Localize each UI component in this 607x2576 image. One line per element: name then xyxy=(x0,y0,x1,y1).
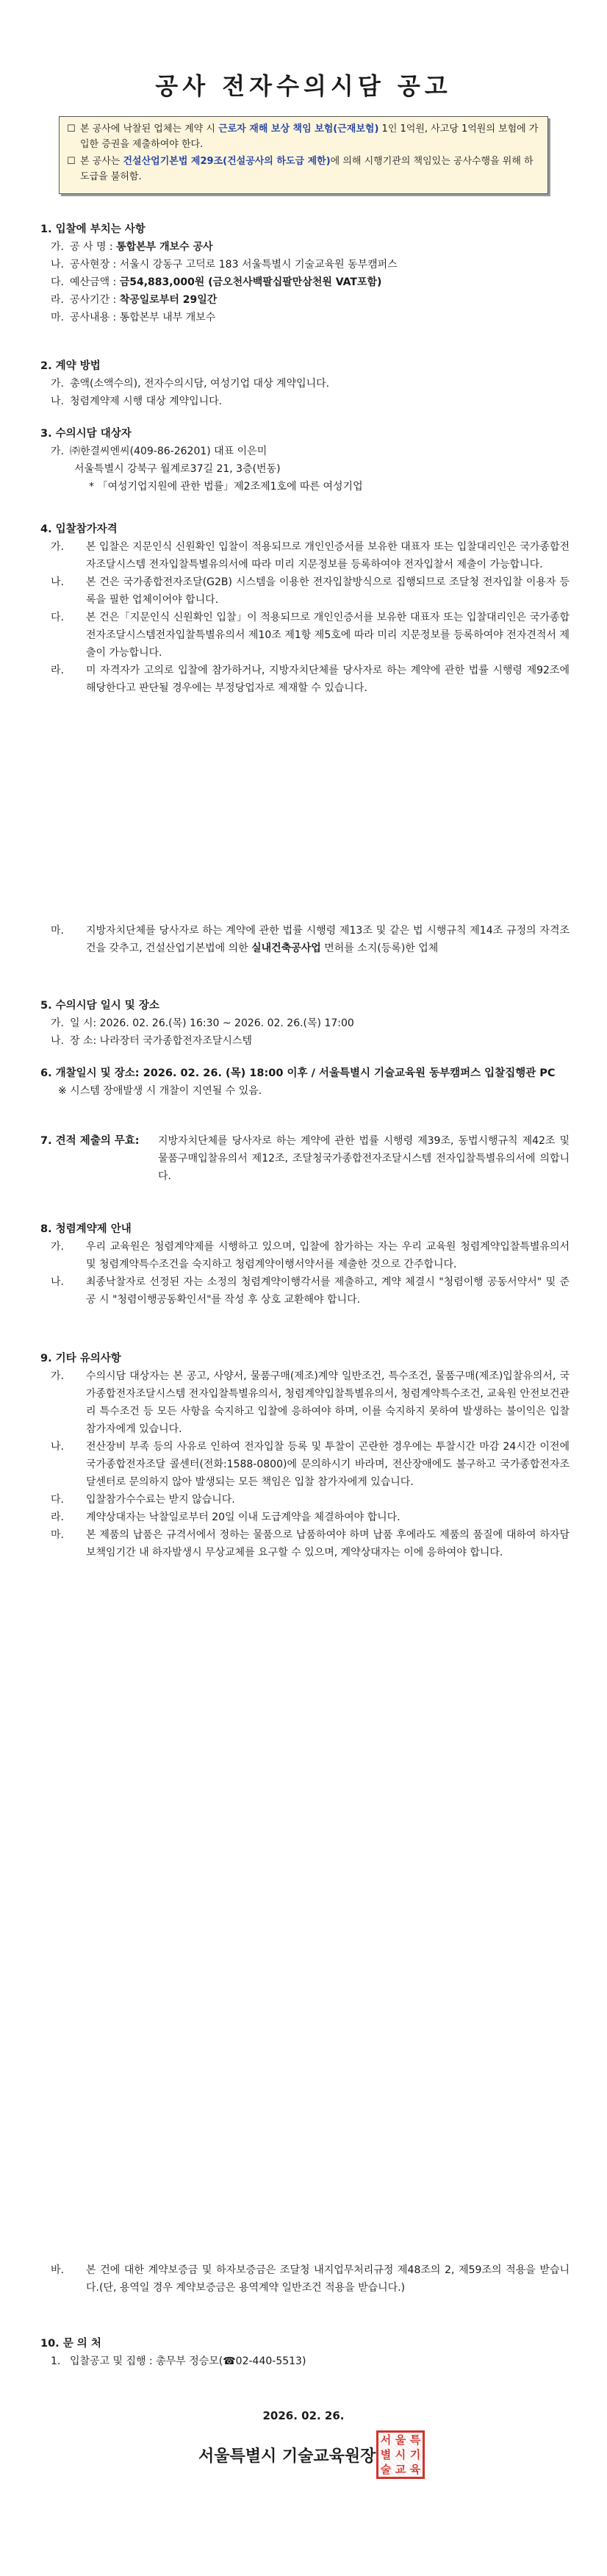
list-item: 가. 일 시: 2026. 02. 26.(목) 16:30 ~ 2026. 02. 26.(목) 17:00 xyxy=(51,1017,354,1029)
note-text: ※ 시스템 장애발생 시 개찰이 지연될 수 있음. xyxy=(58,1085,262,1097)
section-contact xyxy=(40,2335,570,2370)
section-notes-cont xyxy=(40,2261,570,2297)
section-heading: 2. 계약 방법 xyxy=(40,360,101,372)
notice-item: ☐ 본 공사는 건설산업기본법 제29조(건설공사의 하도급 제한)에 의해 시행기관의 책임있는 공사수행을 위해 하도급을 불허함. xyxy=(67,154,540,185)
section-heading: 4. 입찰참가자격 xyxy=(40,523,118,535)
list-item: 라. 미 자격자가 고의로 입찰에 참가하거나, 지방자치단체를 당사자로 하는 계약에 관한 법률 시행령 제92조에 해당한다고 판단될 경우에는 부정당업자로 제재할 수 있습니다. xyxy=(51,665,570,694)
list-item: 나. 청렴계약제 시행 대상 계약입니다. xyxy=(51,396,223,407)
section-schedule xyxy=(40,997,570,1050)
section-contract-method xyxy=(40,357,570,410)
section-heading: 7. 견적 제출의 무효: xyxy=(40,1135,140,1147)
list-item: 나. 공사현장 : 서울시 강동구 고덕로 183 서울특별시 기술교육원 동부캠퍼스 xyxy=(51,259,398,271)
section-heading: 1. 입찰에 부치는 사항 xyxy=(40,223,146,235)
list-item: 마. 공사내용 : 통합본부 내부 개보수 xyxy=(51,312,216,323)
list-item: 다. 본 건은「지문인식 신원확인 입찰」이 적용되므로 개인인증서를 보유한 대표자 또는 입찰대리인은 국가종합전자조달시스템전자입찰특별유의서 제10조 제1항 제5호에 따라 미리 지문정보를 등록하여야 전자견적서 제출이 가능합니다. xyxy=(51,612,570,659)
checkbox-icon: ☐ xyxy=(67,124,76,135)
list-item: 가. 우리 교육원은 청렴계약제를 시행하고 있으며, 입찰에 참가하는 자는 우리 교육원 청렴계약입찰특별유의서 및 청렴계약특수조건을 숙지하고 청렴계약이행서약서를 제출한 것으로 간주합니다. xyxy=(51,1241,570,1270)
list-item: 1. 입찰공고 및 집행 : 총무부 정승모(☎02-440-5513) xyxy=(51,2355,306,2367)
address-text: 서울특별시 강북구 월계로37길 21, 3층(번동) xyxy=(74,463,281,475)
section-heading: 8. 청렴계약제 안내 xyxy=(40,1223,132,1235)
page-title: 공사 전자수의시담 공고 xyxy=(155,72,452,100)
list-item: 다. 입찰참가수수료는 받지 않습니다. xyxy=(51,1494,235,1506)
official-seal: 서 울 특 별 시 기 술 교 육 xyxy=(376,2430,425,2479)
list-item: 가. 수의시담 대상자는 본 공고, 사양서, 물품구매(제조)계약 일반조건, 특수조건, 물품구매(제조)입찰유의서, 국가종합전자조달시스템 전자입찰특별유의서, 청렴계약입찰특별유의서, 청렴계약특수조건, 교육원 안전보건관리 특수조건 등 모든 사항을 숙지하고 입찰에 응하여야 하며, 이를 숙지하지 못하여 발생하는 불이익은 입찰참가자에게 있습니다. xyxy=(51,1370,570,1435)
list-item: 가. 본 입찰은 지문인식 신원확인 입찰이 적용되므로 개인인증서를 보유한 대표자 또는 입찰대리인은 국가종합전자조달시스템 전자입찰특별유의서에 따라 미리 지문정보를 등록하여야 전자입찰서 제출이 가능합니다. xyxy=(51,541,570,570)
list-item: 가. 총액(소액수의), 전자수의시담, 여성기업 대상 계약입니다. xyxy=(51,378,330,390)
list-item: 다. 예산금액 : 금54,883,000원 (금오천사백팔십팔만삼천원 VAT포함) xyxy=(51,276,382,288)
list-item: 라. 계약상대자는 낙찰일로부터 20일 이내 도급계약을 체결하여야 합니다. xyxy=(51,1511,401,1523)
issuer-name: 서울특별시 기술교육원장 xyxy=(198,2447,376,2466)
section-integrity xyxy=(40,1220,570,1309)
section-heading: 5. 수의시담 일시 및 장소 xyxy=(40,1000,159,1012)
list-item: 마. 본 제품의 납품은 규격서에서 정하는 물품으로 납품하여야 하며 납품 후에라도 제품의 품질에 대하여 하자담보책임기간 내 하자발생시 무상교체를 요구할 수 있으며, 계약상대자는 이에 응하여야 합니다. xyxy=(51,1529,570,1559)
section-heading: 3. 수의시담 대상자 xyxy=(40,428,132,440)
list-item: 나. 전산장비 부족 등의 사유로 인하여 전자입찰 등록 및 투찰이 곤란한 경우에는 투찰시간 마감 24시간 이전에 국가종합전자조달 콜센터(전화:1588-0800)에 문의하시기 바라며, 전산장애에도 불구하고 국가종합전자조달센터로 문의하지 않아 발생되는 모든 책임은 입찰 참가자에게 있습니다. xyxy=(51,1441,570,1488)
list-item: 가. 공 사 명 : 통합본부 개보수 공사 xyxy=(51,241,213,253)
sign-date: 2026. 02. 26. xyxy=(262,2409,345,2422)
section-opening xyxy=(40,1065,570,1100)
note-text: * 「여성기업지원에 관한 법률」제2조제1호에 따른 여성기업 xyxy=(89,481,363,493)
section-negotiation-target xyxy=(40,425,570,495)
section-heading: 6. 개찰일시 및 장소: 2026. 02. 26. (목) 18:00 이후 / 서울특별시 기술교육원 동부캠퍼스 입찰집행관 PC xyxy=(40,1067,556,1079)
section-notes xyxy=(40,1350,570,1561)
section-invalid-quote xyxy=(40,1132,570,1185)
section-heading: 9. 기타 유의사항 xyxy=(40,1353,121,1364)
section-eligibility-cont xyxy=(40,922,570,957)
section-bid-items xyxy=(40,221,570,326)
list-item: 라. 공사기간 : 착공일로부터 29일간 xyxy=(51,294,218,306)
notice-item: ☐ 본 공사에 낙찰된 업체는 계약 시 근로자 재해 보상 책임 보험(근재보험) 1인 1억원, 사고당 1억원의 보험에 가입한 증권을 제출하여야 한다. xyxy=(67,121,540,152)
list-item: 나. 장 소: 나라장터 국가종합전자조달시스템 xyxy=(51,1035,252,1047)
checkbox-icon: ☐ xyxy=(67,156,76,167)
list-item: 가. ㈜한결씨엔씨(409-86-26201) 대표 이은미 xyxy=(51,446,267,457)
list-item: 바. 본 건에 대한 계약보증금 및 하자보증금은 조달청 내지업무처리규정 제48조의 2, 제59조의 적용을 받습니다.(단, 용역일 경우 계약보증금은 용역계약 일반조건 적용을 받습니다.) xyxy=(51,2264,570,2294)
section-heading: 10. 문 의 처 xyxy=(40,2338,101,2350)
list-item: 나. 최종낙찰자로 선정된 자는 소정의 청렴계약이행각서를 제출하고, 계약 체결시 "청렴이행 공동서약서" 및 준공 시 "청렴이행공동확인서"를 작성 후 상호 교환해야 합니다. xyxy=(51,1276,570,1306)
list-item: 마. 지방자치단체를 당사자로 하는 계약에 관한 법률 시행령 제13조 및 같은 법 시행규칙 제14조 규정의 자격조건을 갖추고, 건설산업기본법에 의한 실내건축공사업 면허를 소지(등록)한 업체 xyxy=(51,925,570,954)
section-eligibility xyxy=(40,520,570,697)
section-text: 지방자치단체를 당사자로 하는 계약에 관한 법률 시행령 제39조, 동법시행규칙 제42조 및 물품구매입찰유의서 제12조, 조달청국가종합전자조달시스템 전자입찰특별유의서에 의합니다. xyxy=(158,1135,570,1182)
list-item: 나. 본 건은 국가종합전자조달(G2B) 시스템을 이용한 전자입찰방식으로 집행되므로 조달청 전자입찰 이용자 등록을 필한 업체이어야 합니다. xyxy=(51,576,570,606)
notice-box xyxy=(59,116,548,194)
